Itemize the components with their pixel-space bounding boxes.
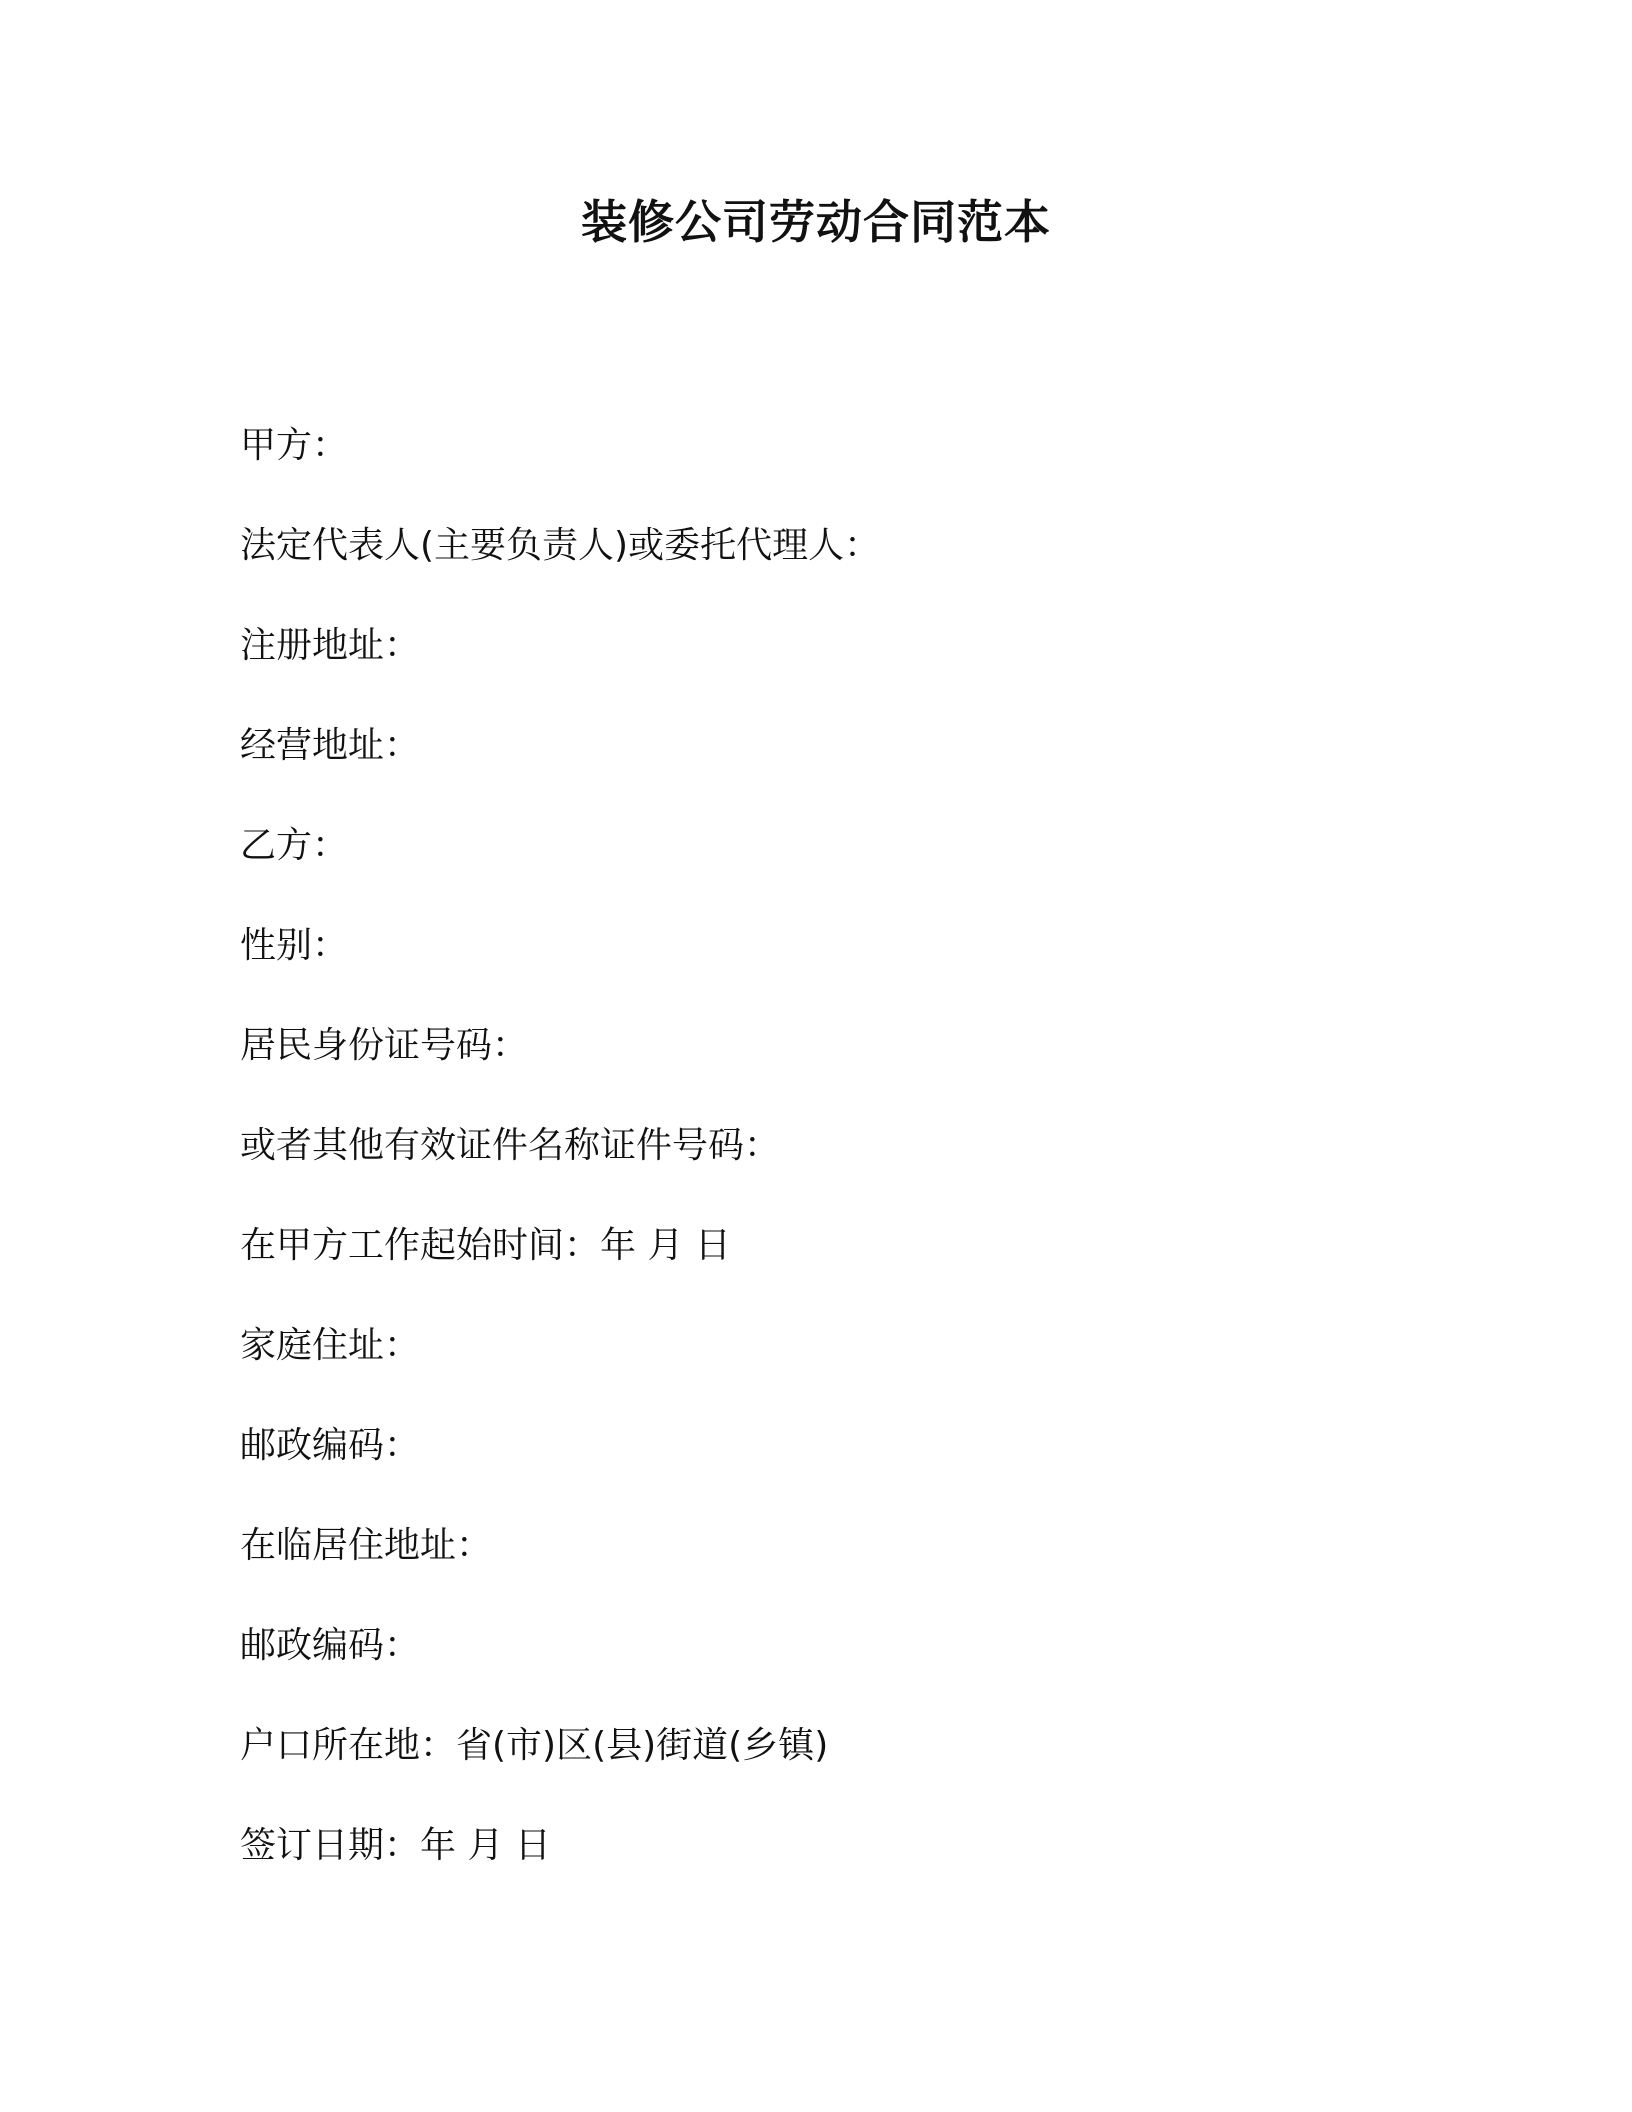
- field-home-address: 家庭住址：: [240, 1325, 421, 1366]
- field-party-a: 甲方：: [240, 425, 349, 466]
- field-registered-address: 注册地址：: [240, 625, 421, 666]
- field-postal-code-home: 邮政编码：: [240, 1425, 421, 1466]
- field-temporary-address: 在临居住地址：: [240, 1525, 493, 1566]
- document-title: 装修公司劳动合同范本: [581, 195, 1051, 249]
- field-postal-code-temporary: 邮政编码：: [240, 1625, 421, 1666]
- field-start-date: 在甲方工作起始时间：年 月 日: [240, 1225, 731, 1266]
- contract-fields: [240, 418, 1440, 1918]
- field-household-registration: 户口所在地：省(市)区(县)街道(乡镇): [240, 1725, 829, 1766]
- field-party-b: 乙方：: [240, 825, 349, 866]
- field-business-address: 经营地址：: [240, 725, 421, 766]
- field-signing-date: 签订日期：年 月 日: [240, 1825, 551, 1866]
- field-gender: 性别：: [240, 925, 349, 966]
- field-other-id: 或者其他有效证件名称证件号码：: [240, 1125, 781, 1166]
- field-legal-representative: 法定代表人(主要负责人)或委托代理人：: [240, 525, 881, 566]
- field-id-number: 居民身份证号码：: [240, 1025, 529, 1066]
